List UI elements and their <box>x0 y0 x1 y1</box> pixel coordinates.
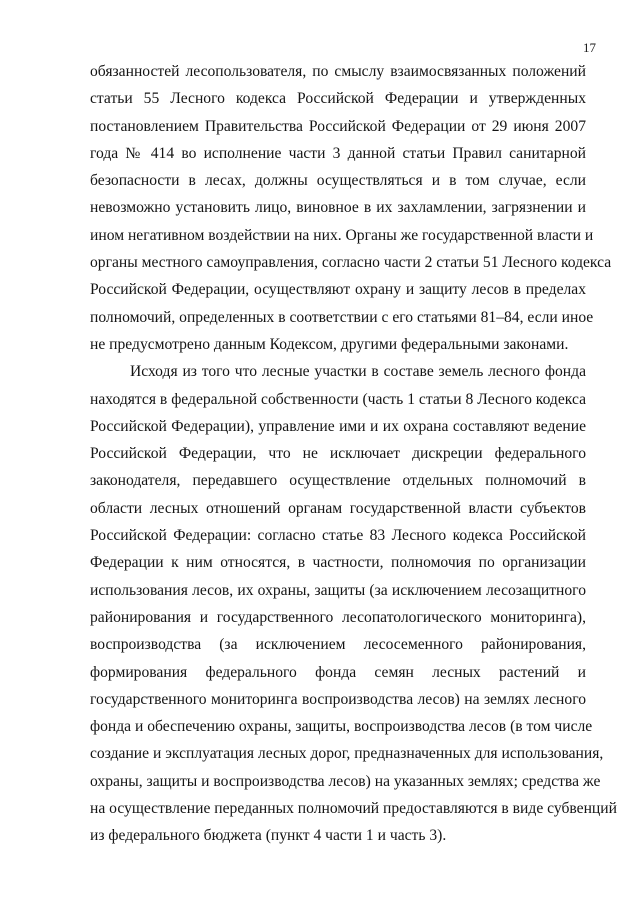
text-line: статьи 55 Лесного кодекса Российской Федерации и утвержденных <box>90 90 586 108</box>
text-line: безопасности в лесах, должны осуществляться и в том случае, если <box>90 172 586 190</box>
text-line: воспроизводства (за исключением лесосеменного районирования, <box>90 636 586 654</box>
text-line: области лесных отношений органам государственной власти субъектов <box>90 499 586 517</box>
document-body <box>90 58 617 850</box>
page-number: 17 <box>583 40 596 55</box>
text-line: на осуществление переданных полномочий предоставляются в виде субвенций <box>90 800 617 818</box>
text-line: из федерального бюджета (пункт 4 части 1 и часть 3). <box>90 827 447 845</box>
text-line: года № 414 во исполнение части 3 данной статьи Правил санитарной <box>90 144 586 162</box>
text-line: использования лесов, их охраны, защиты (за исключением лесозащитного <box>90 581 586 599</box>
text-line: Российской Федерации: согласно статье 83 Лесного кодекса Российской <box>90 527 586 545</box>
text-line: государственного мониторинга воспроизводства лесов) на землях лесного <box>90 690 586 708</box>
text-line: создание и эксплуатация лесных дорог, предназначенных для использования, <box>90 745 604 763</box>
text-line: находятся в федеральной собственности (часть 1 статьи 8 Лесного кодекса <box>90 390 586 408</box>
text-line: ином негативном воздействии на них. Органы же государственной власти и <box>90 226 594 244</box>
text-line: Федерации к ним относятся, в частности, полномочия по организации <box>90 554 586 572</box>
text-line: Российской Федерации), управление ими и их охрана составляют ведение <box>90 417 586 435</box>
text-line: Исходя из того что лесные участки в составе земель лесного фонда <box>130 363 586 381</box>
text-line: полномочий, определенных в соответствии с его статьями 81–84, если иное <box>90 308 594 326</box>
text-line: Российской Федерации, что не исключает дискреции федерального <box>90 445 586 463</box>
text-line: фонда и обеспечению охраны, защиты, воспроизводства лесов (в том числе <box>90 718 593 736</box>
text-line: не предусмотрено данным Кодексом, другими федеральными законами. <box>90 335 569 353</box>
text-line: постановлением Правительства Российской Федерации от 29 июня 2007 <box>90 117 586 135</box>
paragraph-2 <box>90 358 617 849</box>
text-line: органы местного самоуправления, согласно части 2 статьи 51 Лесного кодекса <box>90 254 612 272</box>
text-line: формирования федерального фонда семян лесных растений и <box>90 663 586 681</box>
paragraph-1 <box>90 58 612 358</box>
text-line: обязанностей лесопользователя, по смыслу взаимосвязанных положений <box>90 63 586 80</box>
text-line: районирования и государственного лесопатологического мониторинга), <box>90 608 586 626</box>
text-line: охраны, защиты и воспроизводства лесов) на указанных землях; средства же <box>90 772 601 790</box>
text-line: невозможно установить лицо, виновное в их захламлении, загрязнении и <box>90 199 586 217</box>
text-line: законодателя, передавшего осуществление отдельных полномочий в <box>90 472 586 490</box>
text-line: Российской Федерации, осуществляют охрану и защиту лесов в пределах <box>90 281 586 299</box>
